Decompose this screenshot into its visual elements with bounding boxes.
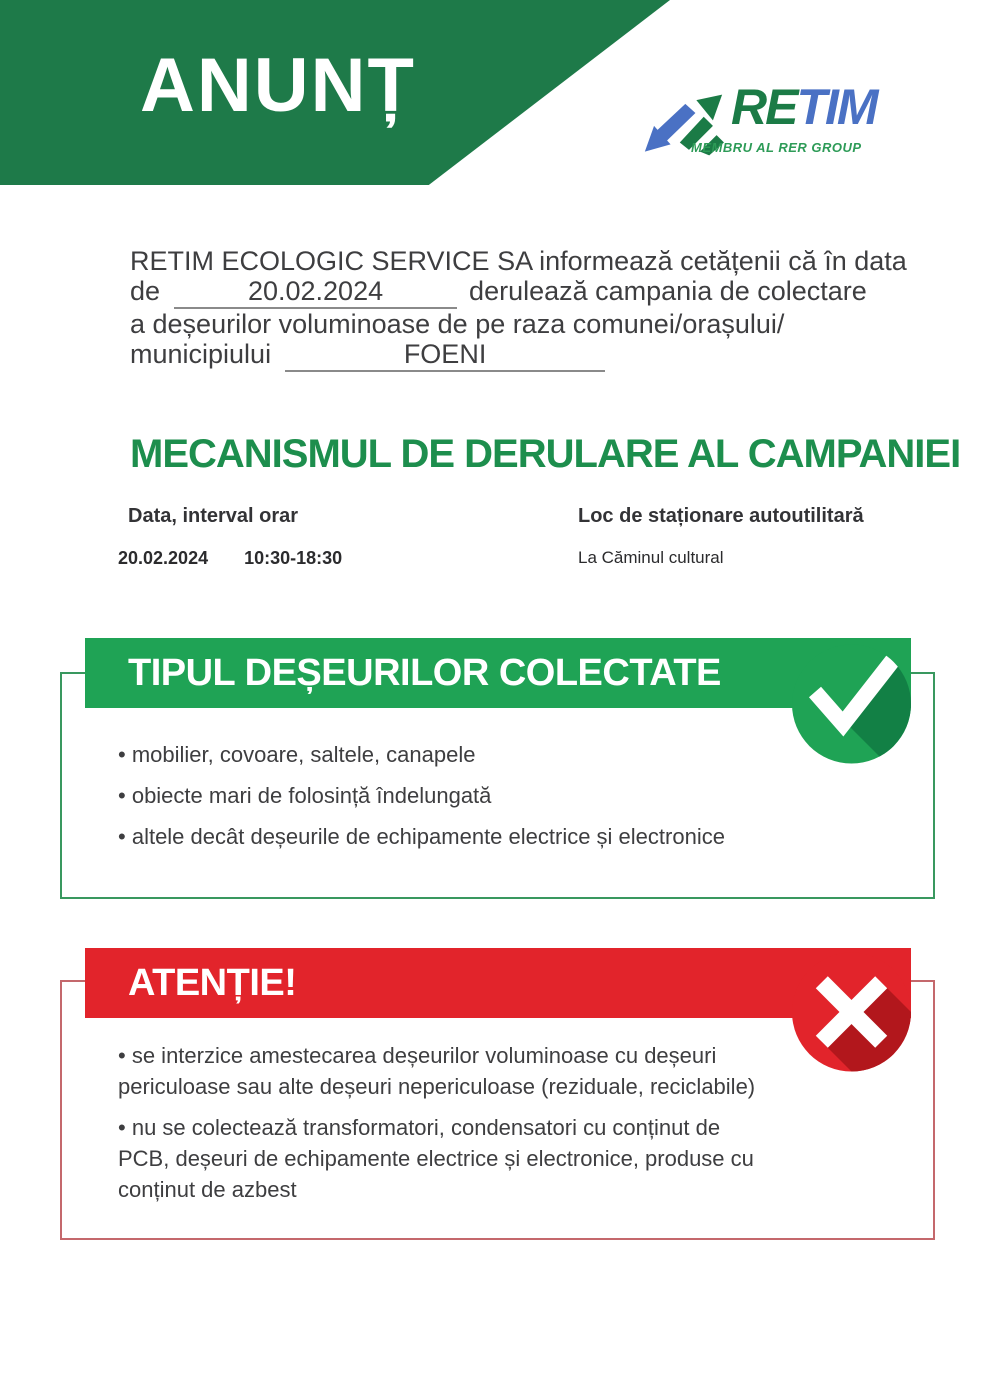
- x-badge-icon: [791, 950, 912, 1076]
- column-header-location: Loc de staționare autoutilitară: [578, 505, 864, 527]
- date-blank: [174, 276, 457, 309]
- list-item: • nu se colectează transformatori, condensatori cu conținut de PCB, deșeuri de echipamente electrice și electronice, produse cu conținut de azbest: [118, 1112, 755, 1205]
- attention-title: ATENȚIE!: [128, 962, 297, 1004]
- station-location-value: La Căminul cultural: [578, 548, 724, 567]
- attention-banner: [85, 948, 911, 1018]
- intro-line-3: a deșeurilor voluminoase de pe raza comunei/orașului/: [130, 309, 785, 339]
- list-item: • se interzice amestecarea deșeurilor voluminoase cu deșeuri periculoase sau alte deșeuri nepericuloase (reziduale, reciclabile): [118, 1040, 755, 1102]
- logo-re: RE: [731, 79, 797, 135]
- intro-paragraph: [130, 246, 930, 372]
- intro-line-4-prefix: municipiului: [130, 339, 272, 369]
- mechanism-heading: MECANISMUL DE DERULARE AL CAMPANIEI: [130, 432, 961, 476]
- retim-logo: [643, 79, 893, 166]
- city-blank: [285, 339, 605, 372]
- city-value: FOENI: [403, 339, 487, 369]
- date-value: 20.02.2024: [247, 276, 384, 306]
- intro-line-2: [130, 276, 930, 309]
- list-item: • altele decât deșeurile de echipamente electrice și electronice: [118, 824, 725, 850]
- intro-line-4: [130, 339, 930, 372]
- logo-tagline: MEMBRU AL RER GROUP: [691, 140, 862, 155]
- campaign-interval: 10:30-18:30: [244, 548, 343, 568]
- campaign-date: 20.02.2024: [118, 548, 209, 568]
- check-badge-icon: [791, 640, 912, 766]
- logo-wordmark: [731, 78, 877, 136]
- logo-tim: TIM: [796, 79, 877, 135]
- collected-items-list: [118, 742, 725, 865]
- page-title: ANUNȚ: [140, 43, 416, 128]
- list-item: • mobilier, covoare, saltele, canapele: [118, 742, 725, 768]
- list-item: • obiecte mari de folosință îndelungată: [118, 783, 725, 809]
- collected-title: TIPUL DEȘEURILOR COLECTATE: [128, 652, 721, 694]
- date-interval-value: [118, 548, 342, 569]
- intro-line-2-suffix: derulează campania de colectare: [469, 276, 867, 306]
- intro-line-2-prefix: de: [130, 276, 161, 306]
- intro-line-1: RETIM ECOLOGIC SERVICE SA informează cetățenii că în data: [130, 246, 907, 276]
- attention-items-list: [118, 1040, 755, 1215]
- collected-banner: [85, 638, 911, 708]
- column-header-date: Data, interval orar: [128, 505, 299, 527]
